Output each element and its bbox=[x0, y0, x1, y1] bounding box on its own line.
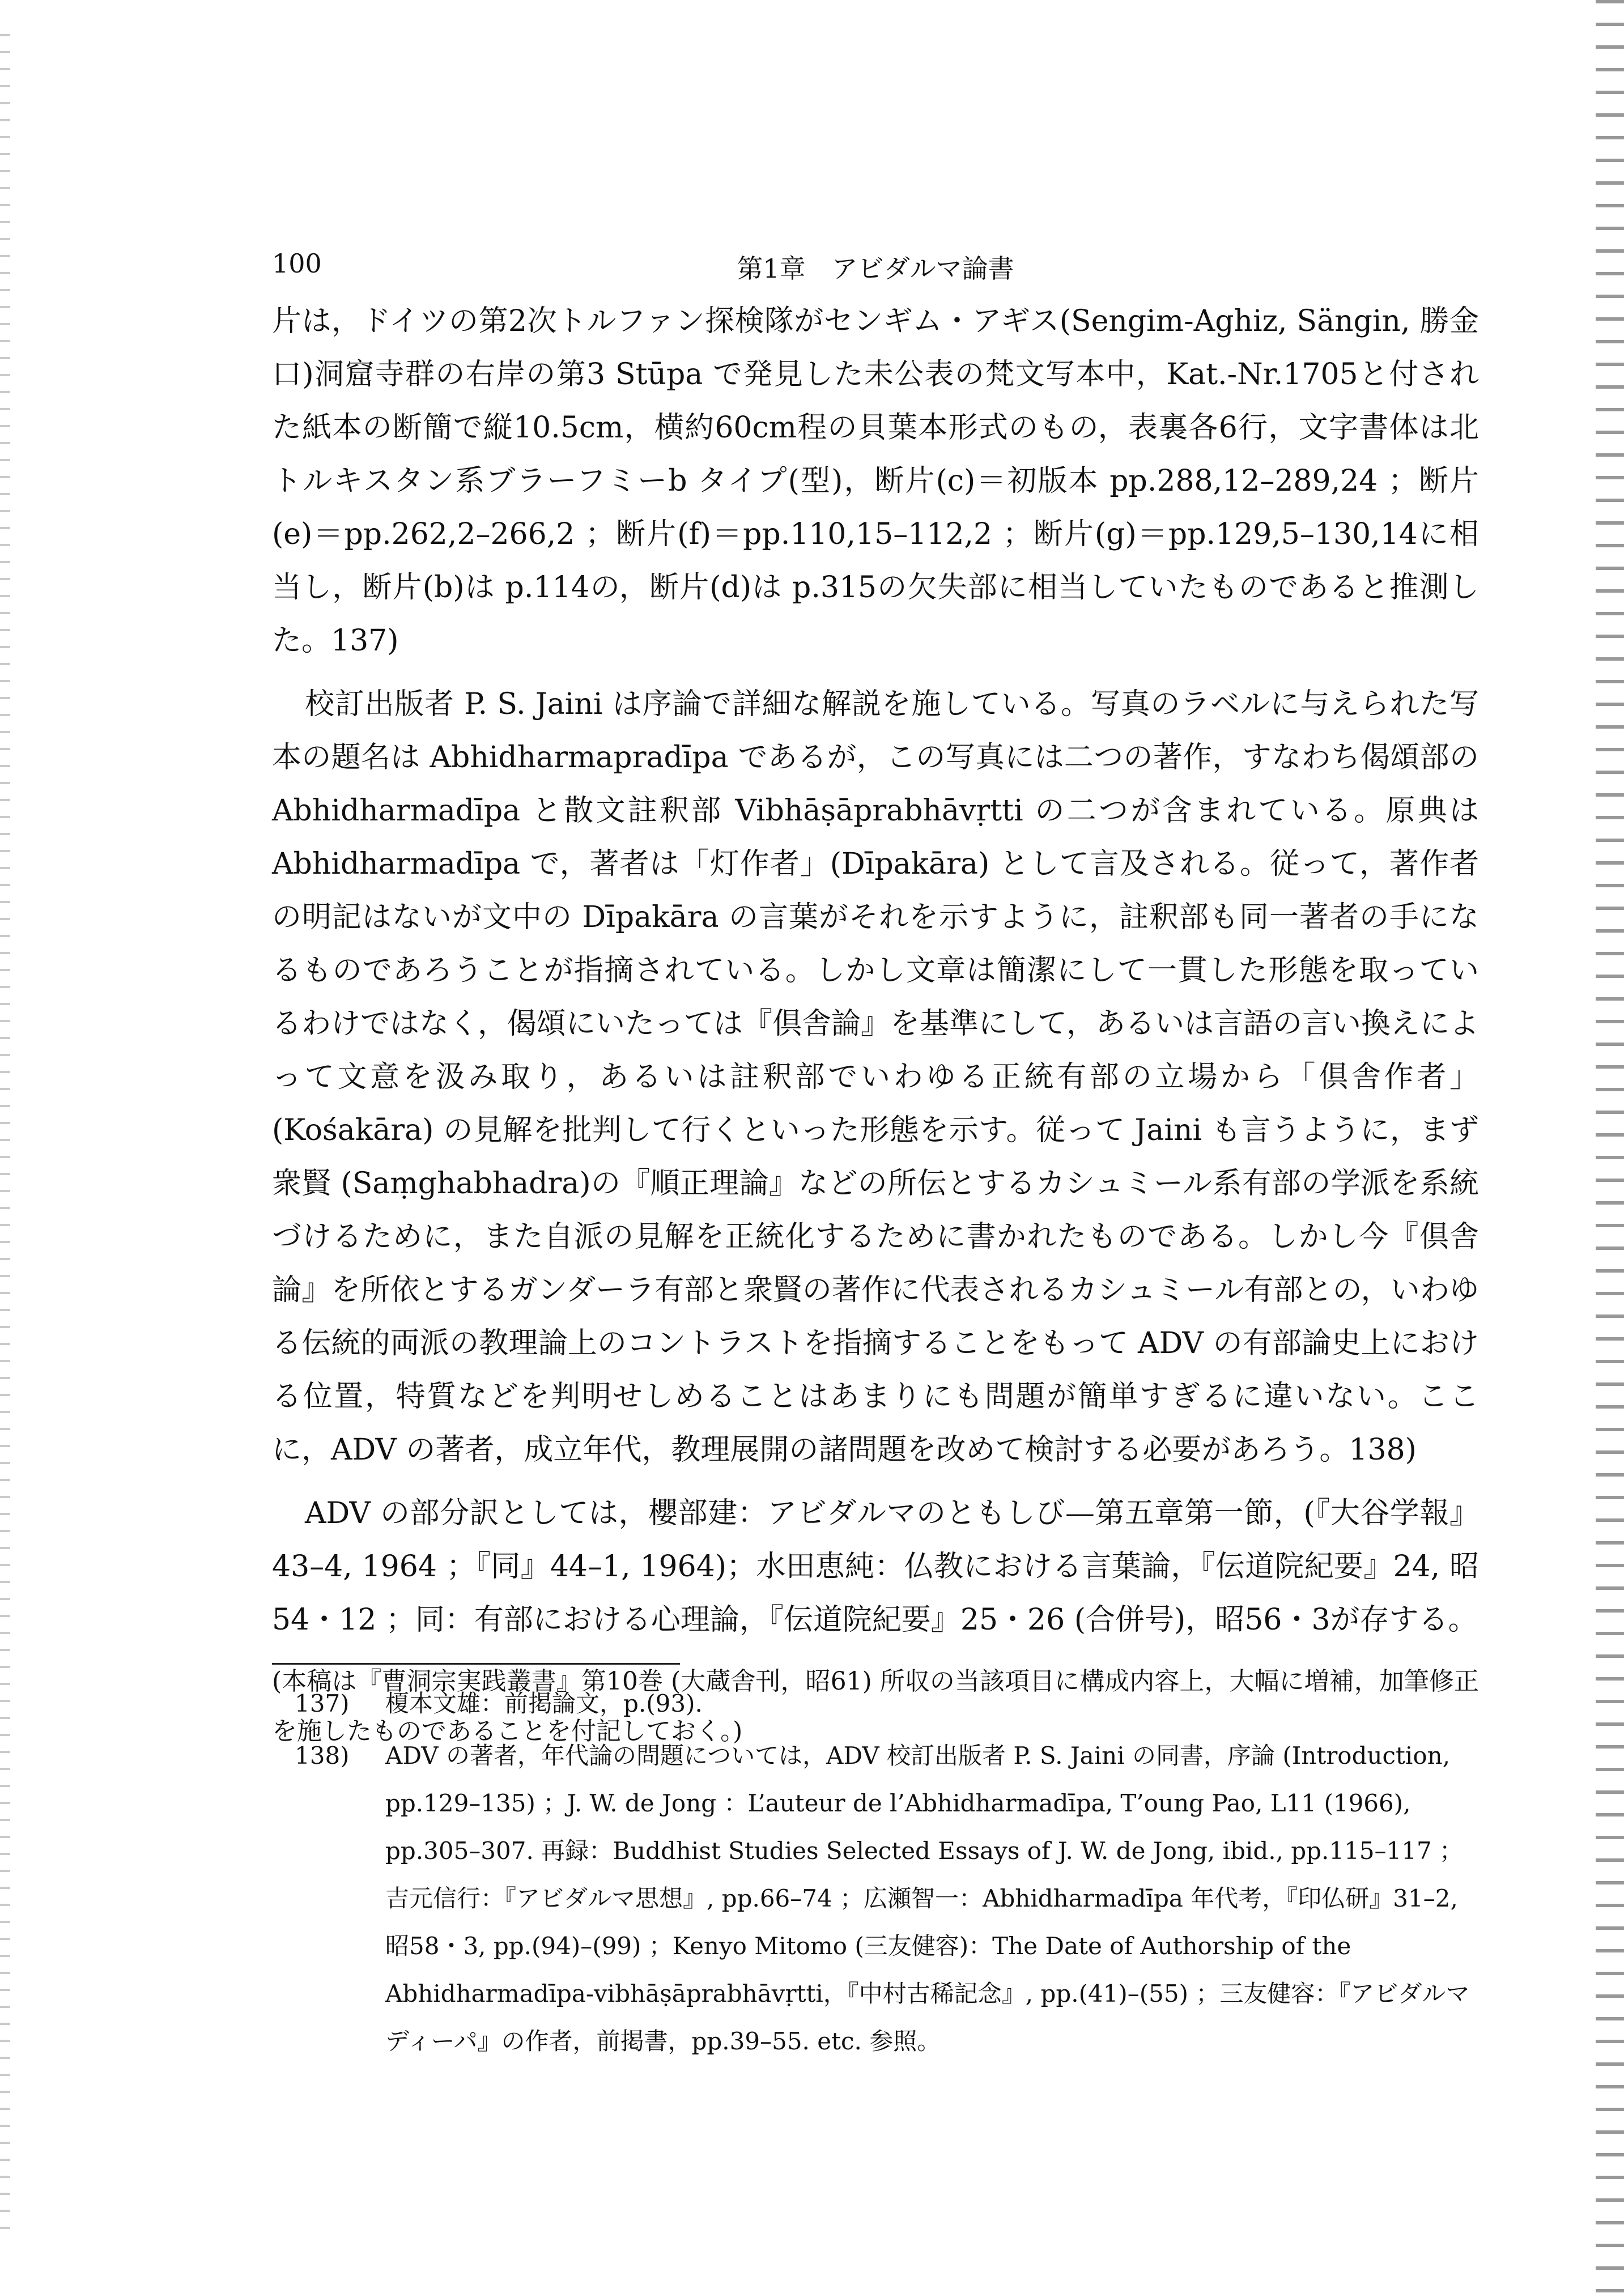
footnote-text: 榎本文雄：前掲論文，p.(93). bbox=[385, 1690, 703, 1717]
page-header bbox=[272, 248, 1479, 288]
footnote-number: 137) bbox=[295, 1690, 350, 1717]
paragraph-3: ADV の部分訳としては，櫻部建：アビダルマのともしび—第五章第一節，(『大谷学報』43–4, 1964 ；『同』44–1, 1964)；水田恵純：仏教における言葉論，『伝道院紀要』24, 昭54・12 ；同：有部における心理論，『伝道院紀要』25・26 (合併号)，昭56・3が存する。 bbox=[272, 1496, 1479, 1637]
author-note: (本稿は『曹洞宗実践叢書』第10巻 (大蔵舎刊，昭61) 所収の当該項目に構成内容上，大幅に増補，加筆修正を施したものであることを付記しておく。) bbox=[272, 1667, 1479, 1746]
body-text bbox=[272, 295, 1479, 1767]
footnote-number: 138) bbox=[295, 1742, 350, 1769]
footnote-137 bbox=[272, 1680, 1479, 1728]
footnote-text: ADV の著者，年代論の問題については，ADV 校訂出版者 P. S. Jaini の同書，序論 (Introduction, pp.129–135) ；J. W. de Jong ：L’auteur de l’Abhidharmadīpa, T’oung Pao, L11 (1966), pp.305–307. 再録：Buddhist Studies Selected Essays of J. W. de Jong, ibid., pp.115–117 ；吉元信行：『アビダルマ思想』, pp.66–74 ；広瀬智一：Abhidharmadīpa 年代考，『印仏研』31–2, 昭58・3, pp.(94)–(99) ；Kenyo Mitomo (三友健容)：The Date of Authorship of the Abhidharmadīpa-vibhāṣāprabhāvṛtti，『中村古稀記念』, pp.(41)–(55) ；三友健容：『アビダルマディーパ』の作者，前掲書，pp.39–55. etc. 参照。 bbox=[385, 1742, 1470, 2055]
footnote-rule bbox=[272, 1663, 680, 1665]
footnote-138 bbox=[272, 1732, 1479, 2065]
scan-edge-left bbox=[0, 34, 10, 2244]
scan-edge-right bbox=[1596, 0, 1624, 2293]
footnotes bbox=[272, 1680, 1479, 2070]
paragraph-2: 校訂出版者 P. S. Jaini は序論で詳細な解説を施している。写真のラベルに与えられた写本の題名は Abhidharmapradīpa であるが，この写真には二つの著作，すなわち偈頌部の Abhidharmadīpa と散文註釈部 Vibhāṣāprabhāvṛtti の二つが含まれている。原典は Abhidharmadīpa で，著者は「灯作者」(Dīpakāra) として言及される。従って，著作者の明記はないが文中の Dīpakāra の言葉がそれを示すように，註釈部も同一著者の手になるものであろうことが指摘されている。しかし文章は簡潔にして一貫した形態を取っているわけではなく，偈頌にいたっては『倶舎論』を基準にして，あるいは言語の言い換えによって文意を汲み取り，あるいは註釈部でいわゆる正統有部の立場から「倶舎作者」(Kośakāra) の見解を批判して行くといった形態を示す。従って Jaini も言うように，まず衆賢 (Saṃghabhadra)の『順正理論』などの所伝とするカシュミール系有部の学派を系統づけるために，また自派の見解を正統化するために書かれたものである。しかし今『倶舎論』を所依とするガンダーラ有部と衆賢の著作に代表されるカシュミール有部との，いわゆる伝統的両派の教理論上のコントラストを指摘することをもって ADV の有部論史上における位置，特質などを判明せしめることはあまりにも問題が簡単すぎるに違いない。ここに，ADV の著者，成立年代，教理展開の諸問題を改めて検討する必要があろう。138) bbox=[272, 687, 1479, 1467]
running-title: 第1章 アビダルマ論書 bbox=[737, 253, 1014, 284]
page-number: 100 bbox=[272, 248, 322, 279]
paragraph-1: 片は，ドイツの第2次トルファン探検隊がセンギム・アギス(Sengim-Aghiz, Sängin, 勝金口)洞窟寺群の右岸の第3 Stūpa で発見した未公表の梵文写本中，Kat.-Nr.1705と付された紙本の断簡で縦10.5cm，横約60cm程の貝葉本形式のもの，表裏各6行，文字書体は北トルキスタン系ブラーフミーb タイプ(型)，断片(c)＝初版本 pp.288,12–289,24 ；断片(e)＝pp.262,2–266,2 ；断片(f)＝pp.110,15–112,2 ；断片(g)＝pp.129,5–130,14に相当し，断片(b)は p.114の，断片(d)は p.315の欠失部に相当していたものであると推測した。137) bbox=[272, 304, 1479, 658]
